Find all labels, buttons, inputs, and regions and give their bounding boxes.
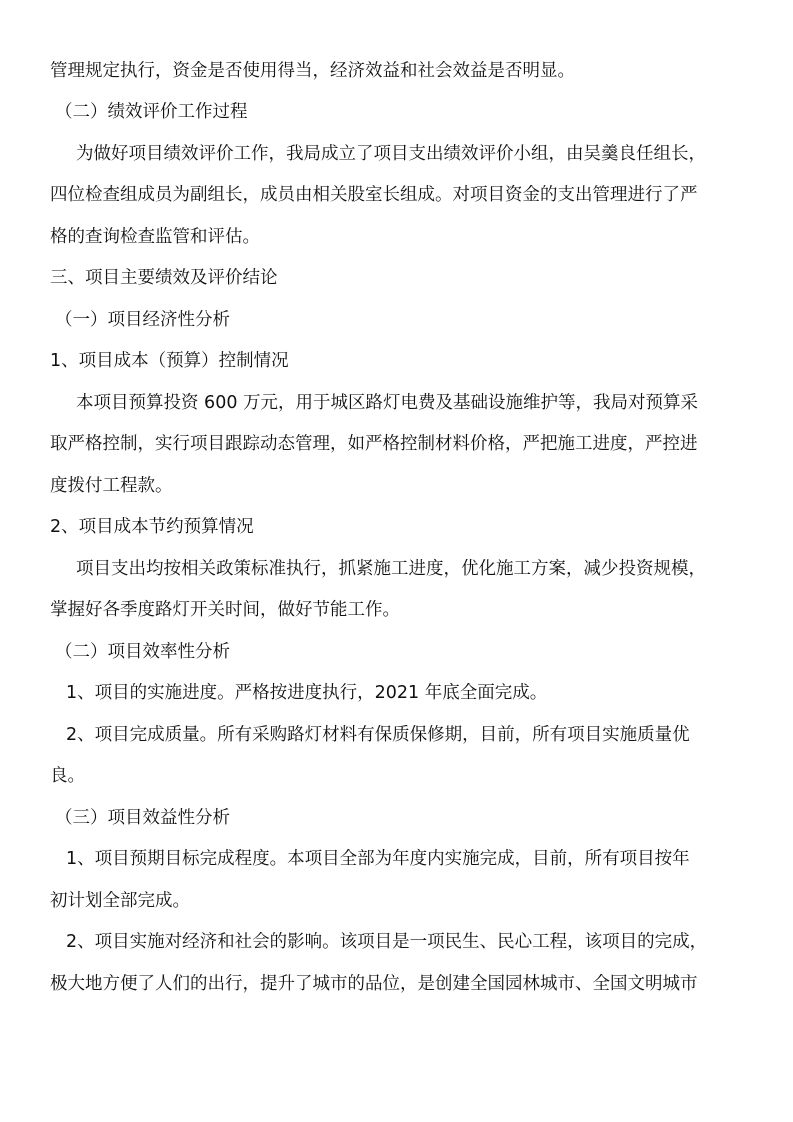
section-heading: （二）项目效率性分析	[55, 642, 230, 662]
list-item: 1、项目预期目标完成程度。本项目全部为年度内实施完成，目前，所有项目按年	[66, 849, 690, 869]
paragraph-line: 良。	[50, 766, 85, 786]
section-heading: （二）绩效评价工作过程	[55, 102, 248, 122]
list-item: 2、项目完成质量。所有采购路灯材料有保质保修期，目前，所有项目实施质量优	[66, 725, 690, 745]
paragraph-line: 掌握好各季度路灯开关时间，做好节能工作。	[50, 600, 400, 620]
list-item: 1、项目的实施进度。严格按进度执行，2021 年底全面完成。	[66, 683, 548, 703]
paragraph-line: 管理规定执行，资金是否使用得当，经济效益和社会效益是否明显。	[50, 61, 575, 81]
section-heading: （三）项目效益性分析	[55, 808, 230, 828]
list-item: 2、项目实施对经济和社会的影响。该项目是一项民生、民心工程，该项目的完成，	[66, 932, 708, 952]
paragraph-line: 项目支出均按相关政策标准执行，抓紧施工进度，优化施工方案，减少投资规模，	[76, 559, 706, 579]
section-heading: 三、项目主要绩效及评价结论	[50, 268, 278, 288]
paragraph-line: 极大地方便了人们的出行，提升了城市的品位，是创建全国园林城市、全国文明城市	[50, 974, 698, 994]
subsection-heading: 1、项目成本（预算）控制情况	[50, 351, 289, 371]
section-heading: （一）项目经济性分析	[55, 310, 230, 330]
paragraph-line: 取严格控制，实行项目跟踪动态管理，如严格控制材料价格，严把施工进度，严控进	[50, 434, 698, 454]
paragraph-line: 为做好项目绩效评价工作，我局成立了项目支出绩效评价小组，由吴羹良任组长，	[76, 144, 706, 164]
paragraph-line: 格的查询检查监管和评估。	[50, 227, 260, 247]
paragraph-line: 度拨付工程款。	[50, 476, 173, 496]
paragraph-line: 初计划全部完成。	[50, 891, 190, 911]
paragraph-line: 本项目预算投资 600 万元，用于城区路灯电费及基础设施维护等，我局对预算采	[76, 393, 699, 413]
paragraph-line: 四位检查组成员为副组长，成员由相关股室长组成。对项目资金的支出管理进行了严	[50, 185, 698, 205]
subsection-heading: 2、项目成本节约预算情况	[50, 517, 254, 537]
